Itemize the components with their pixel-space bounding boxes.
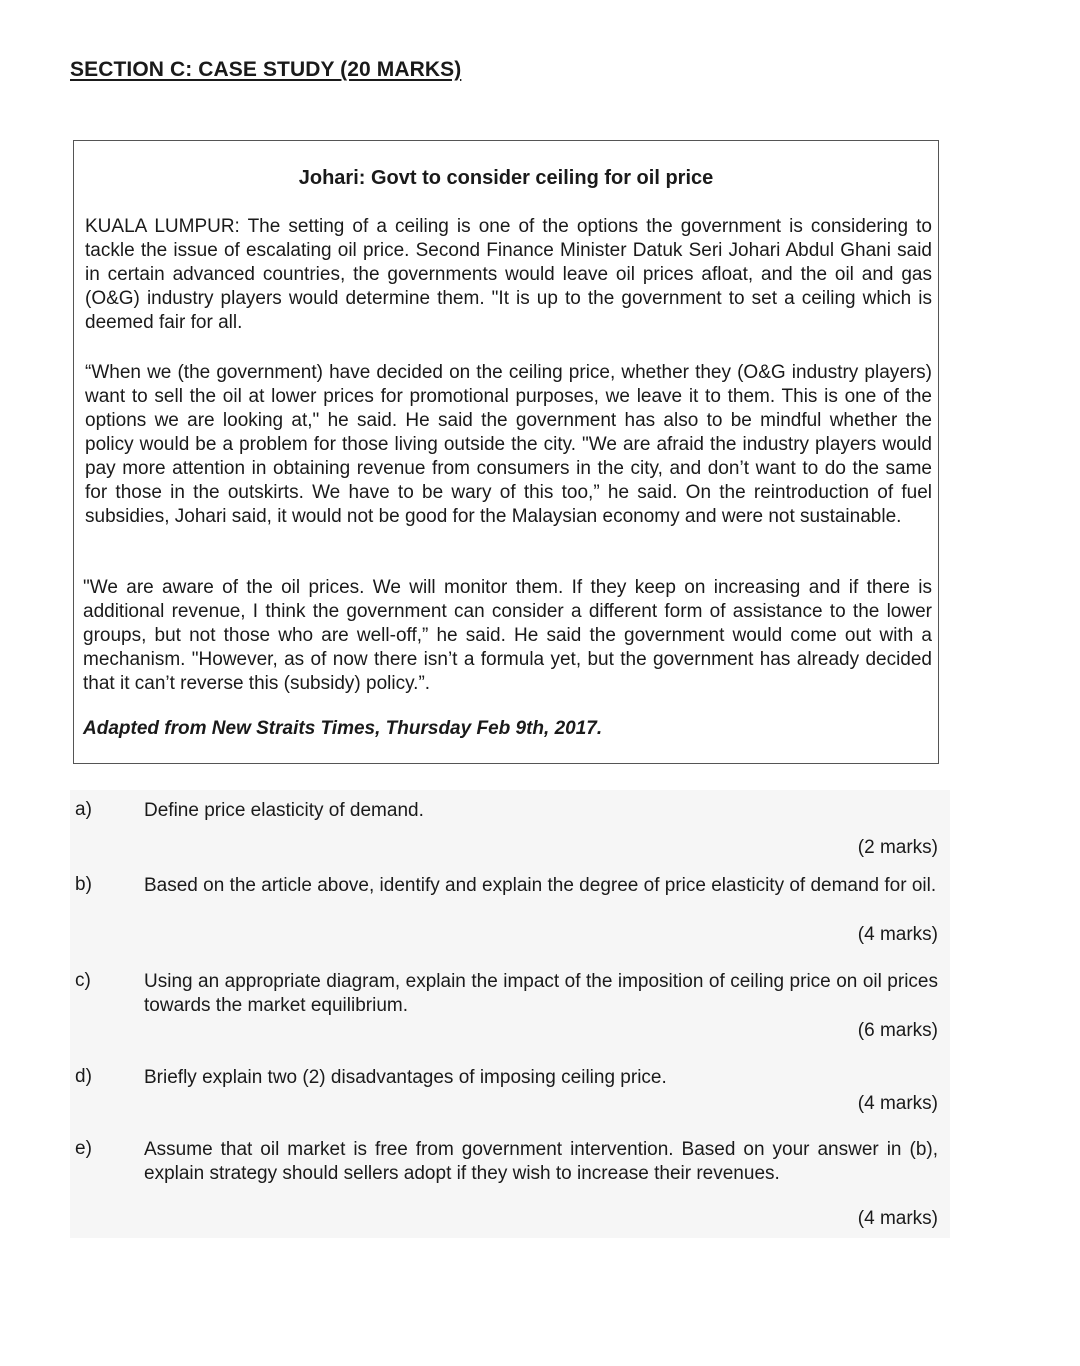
question-label: e) xyxy=(75,1138,92,1159)
case-study-box xyxy=(73,140,939,764)
question-marks: (6 marks) xyxy=(857,1020,938,1041)
article-source: Adapted from New Straits Times, Thursday Feb 9th, 2017. xyxy=(83,718,603,739)
question-marks: (2 marks) xyxy=(857,837,938,858)
question-text: Define price elasticity of demand. xyxy=(144,800,424,821)
section-heading: SECTION C: CASE STUDY (20 MARKS) xyxy=(70,58,462,81)
question-text: Using an appropriate diagram, explain the impact of the imposition of ceiling price on oil prices towards the market equilibrium. xyxy=(144,971,938,1016)
article-paragraph-3: "We are aware of the oil prices. We will monitor them. If they keep on increasing and if there is additional revenue, I think the government can consider a different form of assistance to the lower groups, but not those who are well-off,” he said. He said the government would come out with a mechanism. "However, as of now there isn’t a formula yet, but the government has already decided that it can’t reverse this (subsidy) policy.”. xyxy=(83,577,932,694)
question-label: b) xyxy=(75,874,92,895)
question-marks: (4 marks) xyxy=(857,1208,938,1229)
question-text: Based on the article above, identify and explain the degree of price elasticity of demand for oil. xyxy=(144,875,937,896)
question-list xyxy=(70,790,950,1238)
question-marks: (4 marks) xyxy=(857,924,938,945)
question-label: a) xyxy=(75,799,92,820)
question-text: Assume that oil market is free from government intervention. Based on your answer in (b), explain strategy should sellers adopt if they wish to increase their revenues. xyxy=(144,1139,938,1184)
question-label: d) xyxy=(75,1066,92,1087)
question-label: c) xyxy=(75,970,91,991)
question-marks: (4 marks) xyxy=(857,1093,938,1114)
article-title: Johari: Govt to consider ceiling for oil price xyxy=(298,167,714,189)
article-paragraph-2: “When we (the government) have decided on the ceiling price, whether they (O&G industry players) want to sell the oil at lower prices for promotional purposes, we leave it to them. This is one of the options we are looking at," he said. He said the government has also to be mindful whether the policy would be a problem for those living outside the city. "We are afraid the industry players would pay more attention in obtaining revenue from consumers in the city, and don’t want to do the same for those in the outskirts. We have to be wary of this too,” he said. On the reintroduction of fuel subsidies, Johari said, it would not be good for the Malaysian economy and were not sustainable. xyxy=(85,362,932,527)
question-text: Briefly explain two (2) disadvantages of imposing ceiling price. xyxy=(144,1067,667,1088)
article-paragraph-1: KUALA LUMPUR: The setting of a ceiling is one of the options the government is considering to tackle the issue of escalating oil price. Second Finance Minister Datuk Seri Johari Abdul Ghani said in certain advanced countries, the governments would leave oil prices afloat, and the oil and gas (O&G) industry players would determine them. "It is up to the government to set a ceiling which is deemed fair for all. xyxy=(85,216,932,333)
